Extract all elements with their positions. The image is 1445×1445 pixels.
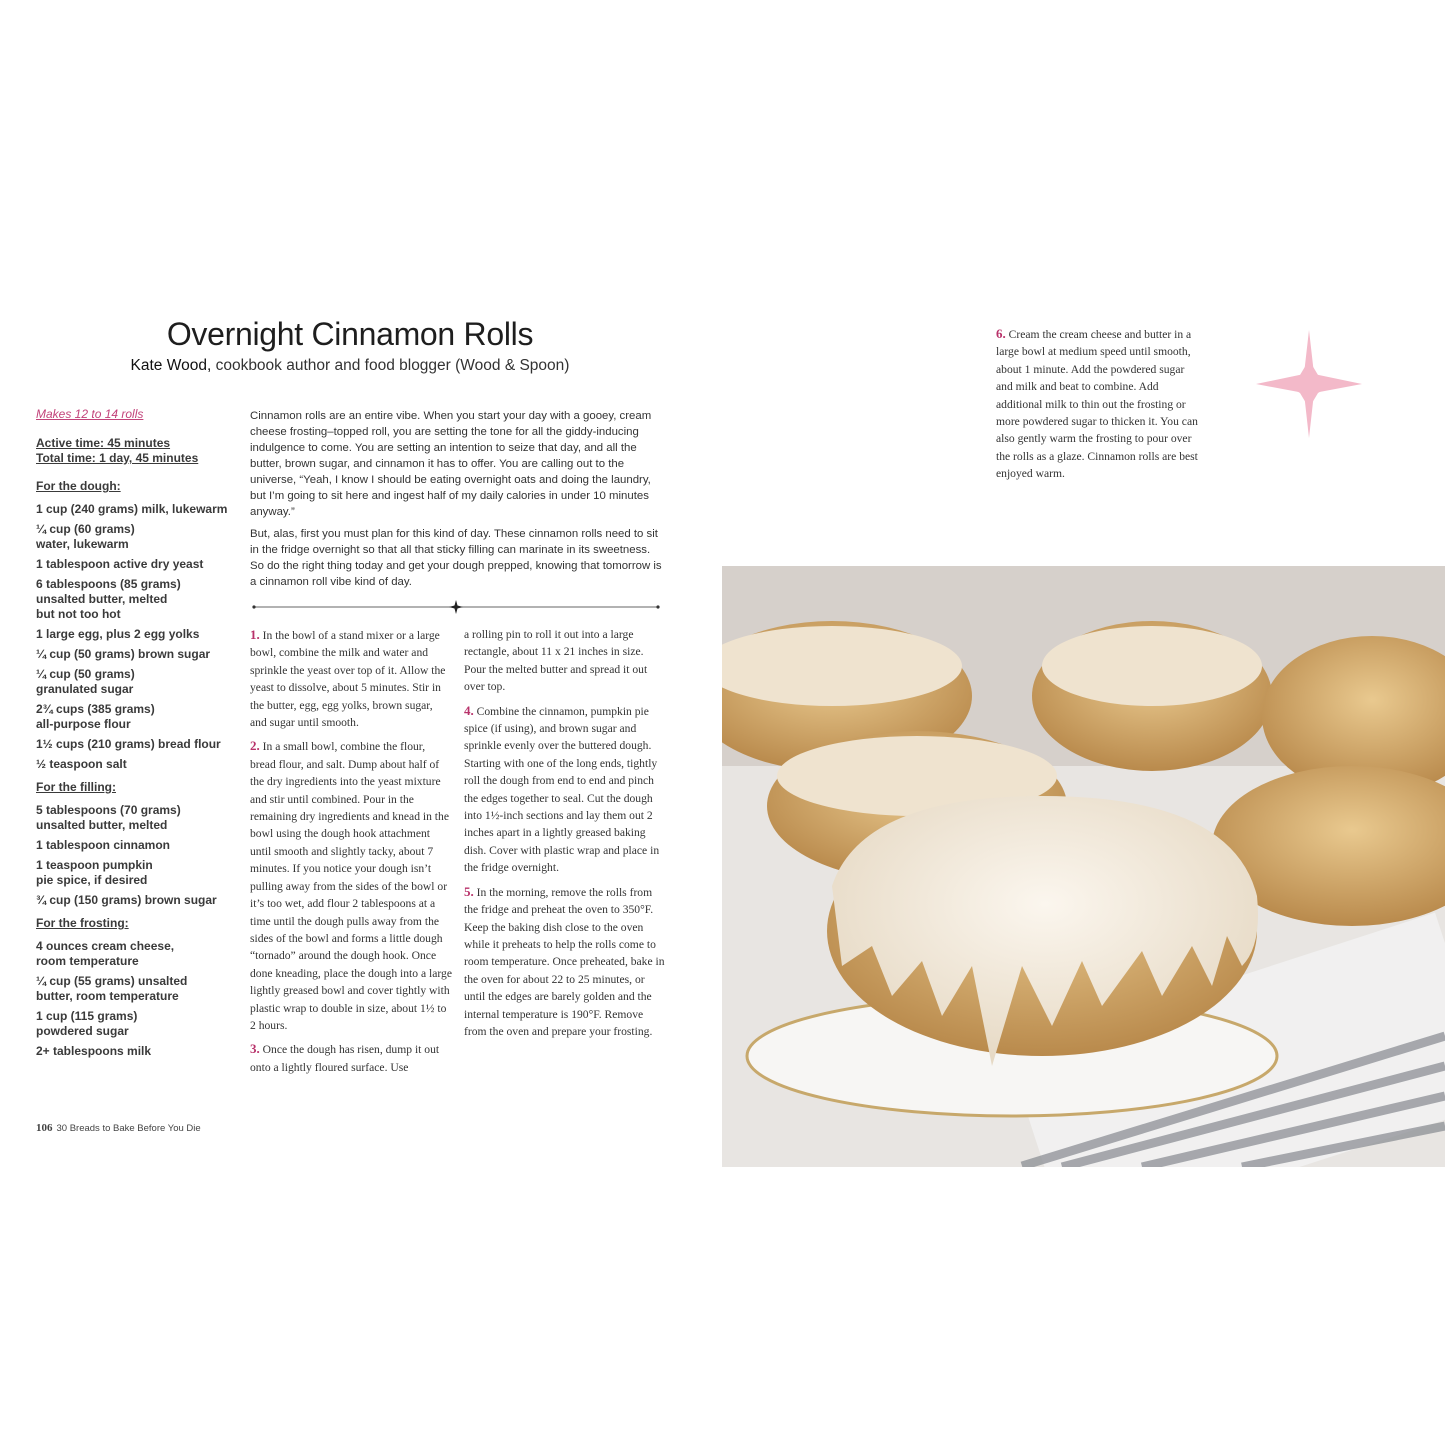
author-description: cookbook author and food blogger (Wood & Spoon) [211,357,570,374]
ingredient-item: 2+ tablespoons milk [36,1044,152,1058]
dough-group [36,479,241,772]
sparkle-star-icon [1256,330,1362,438]
intro-paragraph: Cinnamon rolls are an entire vibe. When you start your day with a gooey, cream cheese frosting–topped roll, you are setting the tone for all the giddy-inducing indulgence to come. You are setting an intention to seize that day, and all the butter, brown sugar, and cinnamon it has to offer. You are calling out to the universe, “Yeah, I know I should be eating overnight oats and doing the laundry, but I’m going to sit here and ingest half of my daily calories in under 10 minutes anyway.” [250,410,652,518]
step-6: 6. Cream the cream cheese and butter in a large bowl at medium speed until smooth, about 1 minute. Add the powdered sugar and milk and beat to combine. Add additional milk to thin out the frosting or more powdered sugar to thicken it. You can also gently warm the frosting to pour over the rolls as a glaze. Cinnamon rolls are best enjoyed warm. [996,326,1198,481]
ingredient-item: ¼ cup (60 grams) water, lukewarm [36,522,135,551]
author-line [100,357,600,375]
step-5: 5. In the morning, remove the rolls from the fridge and preheat the oven to 350°F. Keep the baking dish close to the oven while it preheats to help the rolls come to room temperature. Once preheated, bake in the oven for about 22 to 25 minutes, or until the edges are barely golden and the internal temperature is 190°F. Remove from the oven and prepare your frosting. [464,883,665,1038]
ingredient-item: 5 tablespoons (70 grams) unsalted butter, melted [36,803,181,832]
filling-group [36,780,241,908]
step-2: 2. In a small bowl, combine the flour, bread flour, and salt. Dump about half of the dry ingredients into the yeast mixture and stir until combined. Pour in the remaining dry ingredients and knead in the bowl using the dough hook attachment until smooth and slightly tacky, about 7 minutes. If you notice your dough isn’t pulling away from the sides of the bowl or it’s too wet, add flour 2 tablespoons at a time until the dough pulls away from the sides of the bowl and forms a little dough “tornado” around the dough hook. Once done kneading, place the dough into a large lightly greased bowl and cover tightly with plastic wrap to double in size, about 1½ to 2 hours. [250,738,452,1032]
ingredient-item: ¾ cup (150 grams) brown sugar [36,893,217,907]
dough-heading: For the dough: [36,479,121,493]
ornamental-divider [252,600,660,614]
ingredient-item: 1 cup (240 grams) milk, lukewarm [36,502,228,516]
frosting-heading: For the frosting: [36,916,129,930]
steps-column-3 [996,325,1201,489]
frosting-group [36,916,241,1059]
step-3: 3. Once the dough has risen, dump it out onto a lightly floured surface. Use [250,1041,440,1074]
steps-column-1 [250,626,452,1082]
ingredient-item: 1½ cups (210 grams) bread flour [36,737,221,751]
cinnamon-rolls-photo [722,566,1445,1167]
ingredient-item: 2¾ cups (385 grams) all-purpose flour [36,702,155,731]
ingredient-item: 6 tablespoons (85 grams) unsalted butter, melted but not too hot [36,577,181,621]
ingredient-item: 1 tablespoon cinnamon [36,838,171,852]
ingredient-item: 1 large egg, plus 2 egg yolks [36,627,200,641]
recipe-title: Overnight Cinnamon Rolls [166,316,534,352]
intro-text [250,408,665,596]
page-footer [36,1122,201,1134]
total-time: Total time: 1 day, 45 minutes [36,451,199,465]
ingredient-item: 1 tablespoon active dry yeast [36,557,204,571]
ingredient-item: 1 cup (115 grams) powdered sugar [36,1009,138,1038]
ingredient-item: ¼ cup (50 grams) brown sugar [36,647,211,661]
ingredient-item: 1 teaspoon pumpkin pie spice, if desired [36,858,153,887]
step-3-continued: a rolling pin to roll it out into a large rectangle, about 11 x 21 inches in size. Pour the melted butter and spread it out over top. [464,628,648,694]
author-name: Kate Wood, [130,357,212,374]
ingredient-item: ½ teaspoon salt [36,757,127,771]
ingredient-item: ¼ cup (50 grams) granulated sugar [36,667,135,696]
ingredients-column [36,407,241,1067]
ingredient-item: ¼ cup (55 grams) unsalted butter, room temperature [36,974,188,1003]
yield: Makes 12 to 14 rolls [36,407,144,421]
times [36,436,241,466]
ingredient-item: 4 ounces cream cheese, room temperature [36,939,175,968]
filling-heading: For the filling: [36,780,116,794]
step-4: 4. Combine the cinnamon, pumpkin pie spice (if using), and brown sugar and sprinkle evenly over the buttered dough. Starting with one of the long ends, tightly roll the dough from end to end and pinch the edges together to seal. Cut the dough into 1½-inch sections and lay them out 2 inches apart in a lightly greased baking dish. Cover with plastic wrap and place in the fridge overnight. [464,702,660,875]
step-1: 1. In the bowl of a stand mixer or a large bowl, combine the milk and water and sprinkle the yeast over top of it. Allow the yeast to dissolve, about 5 minutes. Stir in the butter, egg, egg yolks, brown sugar, and sugar until smooth. [250,627,446,730]
page-number: 106 [36,1122,53,1134]
intro-paragraph: But, alas, first you must plan for this kind of day. These cinnamon rolls need to sit in the fridge overnight so that all that sticky filling can marinate in its sweetness. So do the right thing today and get your dough prepped, knowing that tomorrow is a cinnamon roll vibe kind of day. [250,528,662,588]
active-time: Active time: 45 minutes [36,436,171,450]
book-title: 30 Breads to Bake Before You Die [56,1123,201,1134]
steps-column-2 [464,626,666,1046]
